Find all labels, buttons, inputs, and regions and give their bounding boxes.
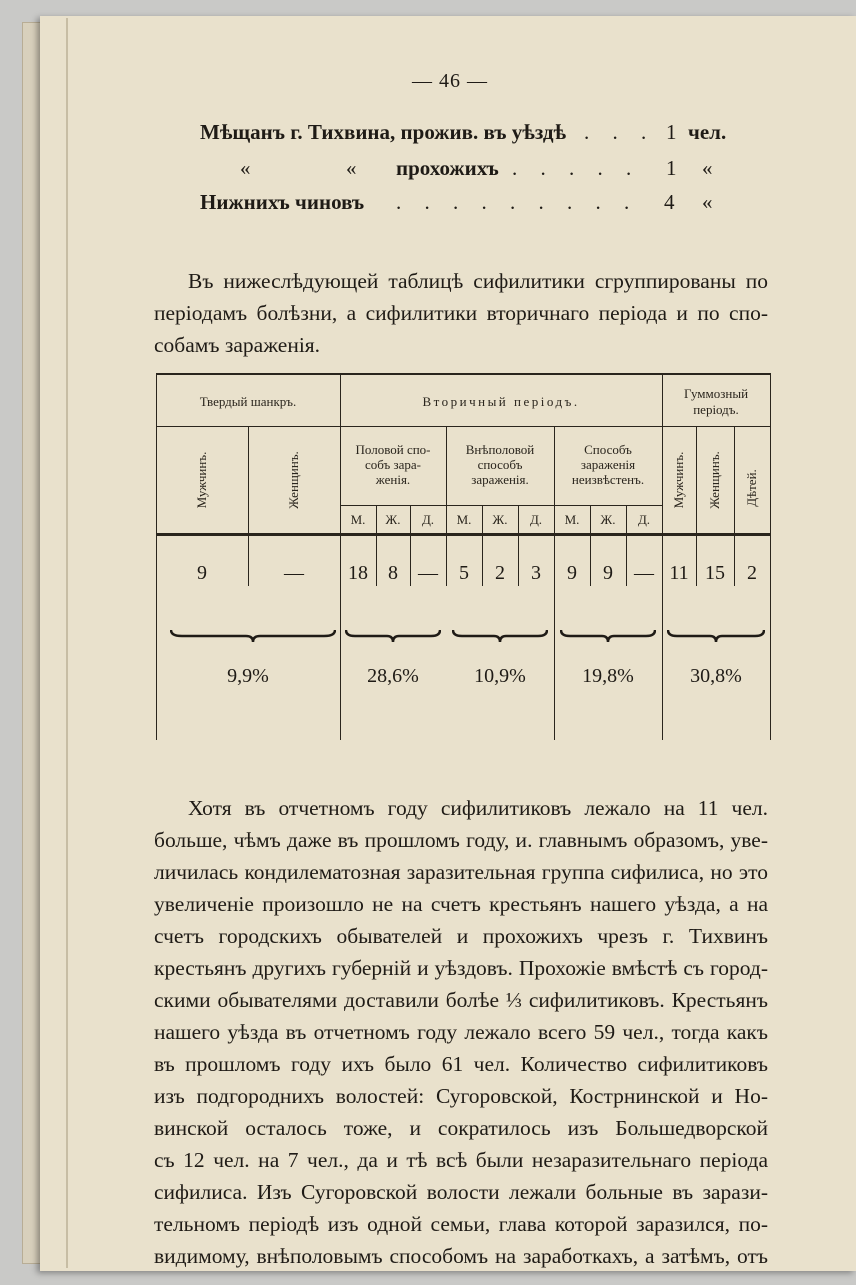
- body-paragraph: [154, 792, 768, 1272]
- header-g-men: Мужчинъ.: [671, 451, 686, 509]
- page-number: — 46 —: [412, 70, 488, 92]
- text-line: счетъ городскихъ обывателей и прохожихъ чрезъ г. Тихвинъ: [154, 924, 768, 948]
- header-g-children: Дѣтей.: [744, 469, 759, 507]
- percent-cell: 30,8%: [690, 665, 742, 687]
- text-line: личилась кондилематозная заразительная группа сифилиса, но это: [154, 860, 768, 884]
- list-count: 1: [666, 120, 677, 144]
- header-women: Женщинъ.: [286, 451, 301, 509]
- brace-icon: [170, 628, 336, 644]
- text-line: періодамъ болѣзни, а сифилитики вторичнаго періода и по спо-: [154, 301, 768, 325]
- text-line: увеличеніе произошло не на счетъ крестьянъ нашего уѣзда, а на: [154, 892, 768, 916]
- header-m: М.: [350, 512, 366, 527]
- value-cell: 18: [348, 562, 368, 584]
- header-gummatous: періодъ.: [693, 402, 739, 417]
- text-line: изъ подгороднихъ волостей: Сугоровской, Кострнинской и Но-: [154, 1084, 768, 1108]
- header-zh: Ж.: [385, 512, 401, 527]
- ditto-mark: «: [346, 156, 357, 180]
- text-line: Въ нижеслѣдующей таблицѣ сифилитики сгруппированы по: [188, 269, 768, 293]
- value-cell: 3: [531, 562, 541, 584]
- value-cell: —: [284, 562, 304, 584]
- header-m: М.: [564, 512, 580, 527]
- value-cell: 5: [459, 562, 469, 584]
- list-dots: . . .: [584, 120, 656, 144]
- header-nonsexual: Внѣполовой способъ зараженія.: [465, 442, 535, 487]
- header-d: Д.: [421, 512, 435, 527]
- text-line: больше, чѣмъ даже въ прошломъ году, и. главнымъ образомъ, уве-: [154, 828, 768, 852]
- text-line: винской осталось тоже, и сократилось изъ Большедворской: [154, 1116, 768, 1140]
- header-zh: Ж.: [492, 512, 508, 527]
- text-line: собамъ зараженія.: [154, 333, 321, 357]
- text-line: скими обывателями доставили болѣе ⅓ сифилитиковъ. Крестьянъ: [154, 988, 768, 1012]
- header-unknown: Способъ зараженія неизвѣстенъ.: [571, 442, 645, 487]
- list-unit: чел.: [688, 120, 727, 144]
- value-cell: 9: [603, 562, 613, 584]
- list-dots: . . . . .: [512, 156, 641, 180]
- text-line: видимому, внѣполовымъ способомъ на заработкахъ, а затѣмъ, отъ: [154, 1244, 768, 1268]
- value-cell: 2: [495, 562, 505, 584]
- header-men: Мужчинъ.: [194, 451, 209, 509]
- text-line: Хотя въ отчетномъ году сифилитиковъ лежало на 11 чел.: [188, 796, 768, 820]
- brace-icon: [667, 628, 765, 644]
- list-unit: «: [702, 190, 713, 214]
- value-cell: —: [634, 562, 654, 584]
- header-gummatous: Гуммозный: [683, 386, 749, 401]
- percent-cell: 9,9%: [227, 665, 269, 687]
- percent-cell: 10,9%: [474, 665, 526, 687]
- header-d: Д.: [529, 512, 543, 527]
- brace-icon: [452, 628, 548, 644]
- list-dots: . . . . . . . . .: [396, 190, 639, 214]
- header-sexual: Половой спо- собъ зара- женія.: [355, 442, 431, 487]
- header-m: М.: [456, 512, 472, 527]
- value-cell: —: [418, 562, 438, 584]
- value-cell: 15: [705, 562, 725, 584]
- intro-paragraph: [154, 265, 768, 361]
- page-edge: [66, 18, 68, 1268]
- text-line: сифилиса. Изъ Сугоровской волости лежали больные въ зарази-: [154, 1180, 768, 1204]
- brace-icon: [560, 628, 656, 644]
- value-cell: 9: [567, 562, 577, 584]
- list-label: Мѣщанъ г. Тихвина, прожив. въ уѣздѣ: [200, 120, 567, 144]
- text-line: съ 12 чел. на 7 чел., да и тѣ всѣ были незаразительнаго періода: [154, 1148, 768, 1172]
- list-count: 1: [666, 156, 677, 180]
- value-cell: 9: [197, 562, 207, 584]
- header-secondary: Вторичный періодъ.: [422, 394, 580, 409]
- text-line: тельномъ періодѣ изъ одной семьи, глава которой заразился, по-: [154, 1212, 768, 1236]
- percent-cell: 19,8%: [582, 665, 634, 687]
- text-line: въ прошломъ году ихъ было 61 чел. Количество сифилитиковъ: [154, 1052, 768, 1076]
- text-line: нашего уѣзда въ отчетномъ году лежало всего 59 чел., тогда какъ: [154, 1020, 768, 1044]
- header-hard-chancre: Твердый шанкръ.: [199, 394, 297, 409]
- brace-icon: [345, 628, 441, 644]
- value-cell: 11: [669, 562, 689, 584]
- header-d: Д.: [637, 512, 651, 527]
- percent-cell: 28,6%: [367, 665, 419, 687]
- list-unit: «: [702, 156, 713, 180]
- header-g-women: Женщинъ.: [707, 451, 722, 509]
- value-cell: 2: [747, 562, 757, 584]
- list-label: прохожихъ: [396, 156, 499, 180]
- text-line: крестьянъ другихъ губерній и уѣздовъ. Прохожіе вмѣстѣ съ город-: [154, 956, 768, 980]
- ditto-mark: «: [240, 156, 251, 180]
- header-zh: Ж.: [600, 512, 616, 527]
- value-cell: 8: [388, 562, 398, 584]
- list-count: 4: [664, 190, 675, 214]
- list-label: Нижнихъ чиновъ: [200, 190, 365, 214]
